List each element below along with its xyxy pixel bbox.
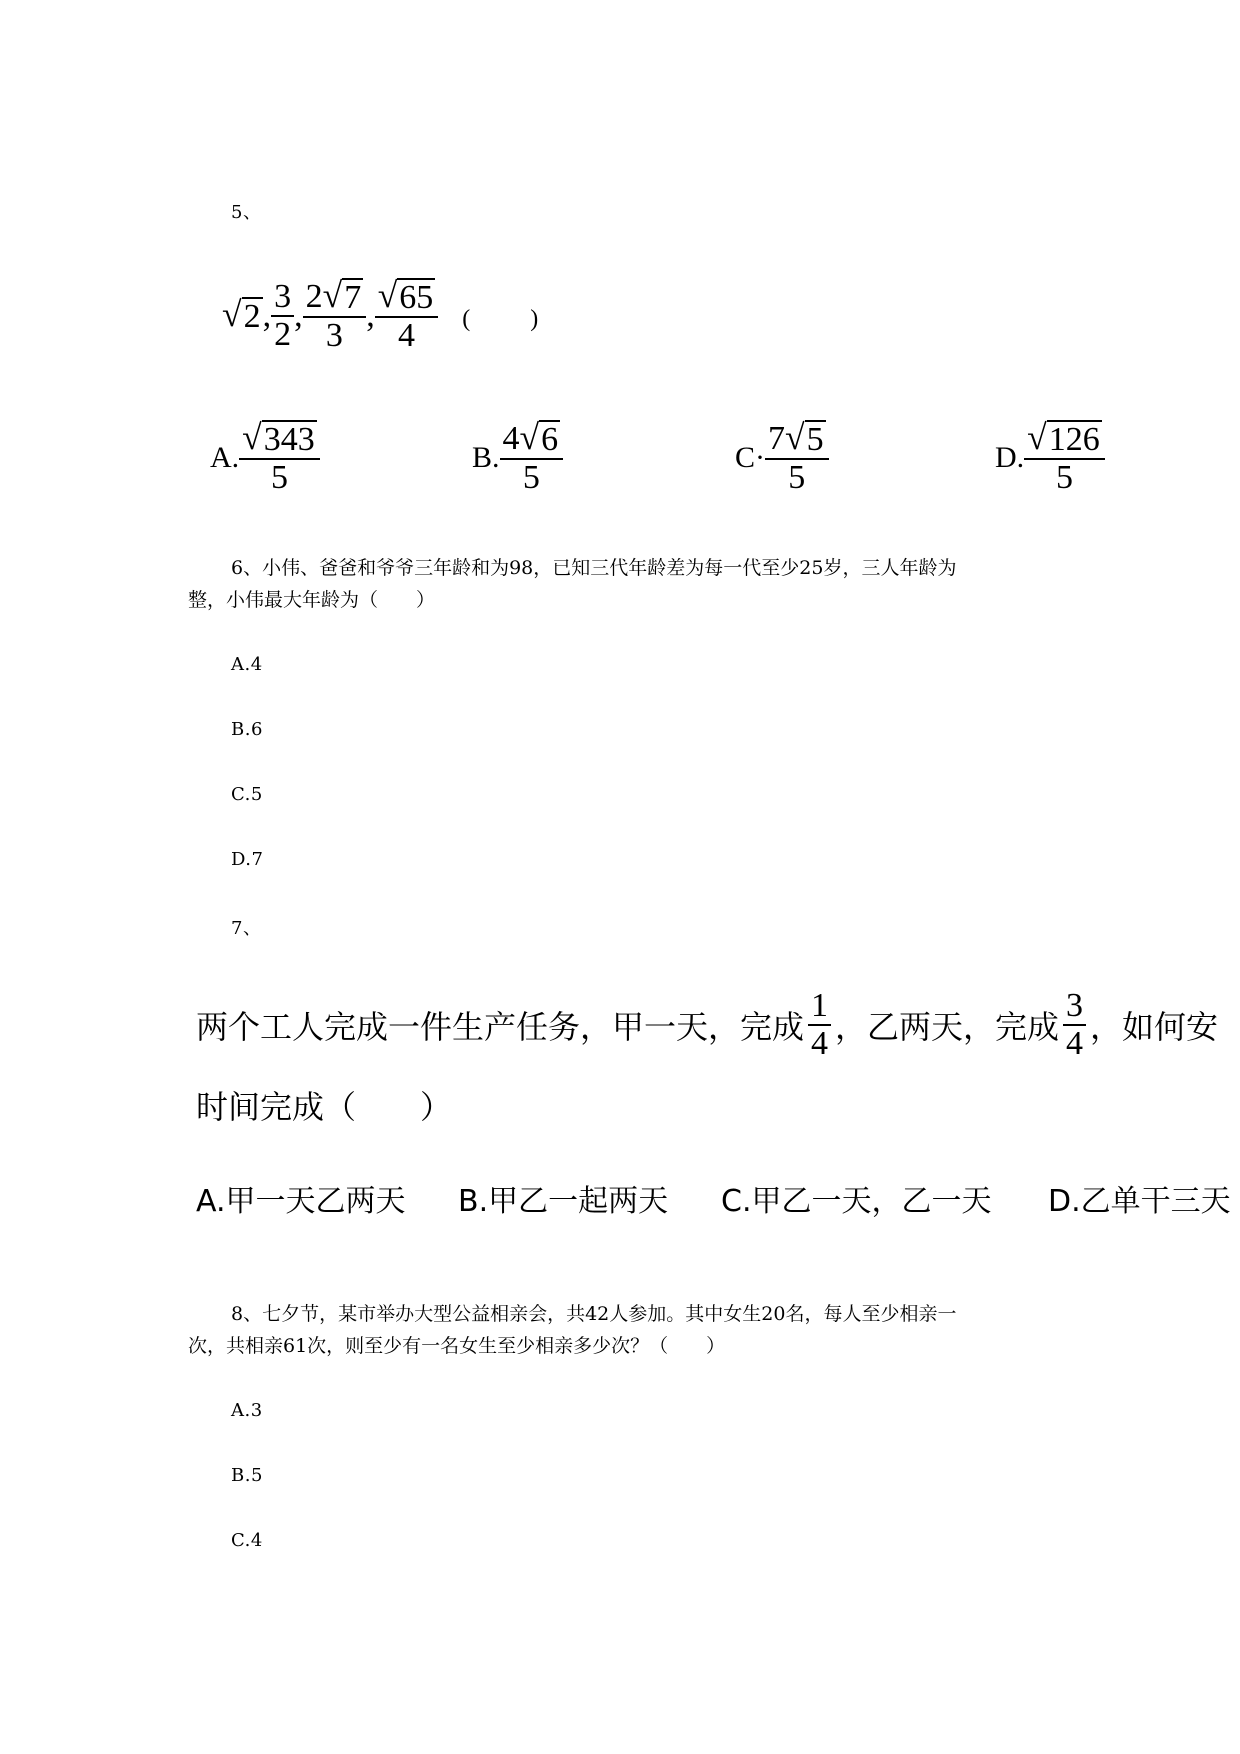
- q7-stem-line1: [196, 988, 1240, 1061]
- q8-option-b: B.5: [231, 1465, 263, 1486]
- q5-option-a: A. √ 343 5: [210, 420, 320, 495]
- q5-options: [210, 417, 1130, 520]
- q5-term2: $\frac{3}{2}$: [271, 279, 294, 352]
- comma: ,: [262, 296, 272, 334]
- q5-option-b: B. 4 √ 6 5: [472, 420, 563, 495]
- q7-options: [196, 1176, 1240, 1220]
- q6-option-a: A.4: [231, 654, 263, 675]
- comma: ,: [294, 296, 303, 334]
- q5-number: 5、: [231, 202, 262, 223]
- q7-option-a: A.甲一天乙两天: [196, 1184, 406, 1219]
- q7-option-b: B.甲乙一起两天: [458, 1184, 669, 1219]
- comma: ,: [366, 296, 375, 334]
- q5-term4: √ 65 4: [375, 278, 439, 353]
- q6-stem-line1: 6、小伟、爸爸和爷爷三年龄和为98，已知三代年龄差为每一代至少25岁，三人年龄为: [231, 557, 957, 579]
- q8-stem-line1: 8、七夕节，某市举办大型公益相亲会，共42人参加。其中女生20名，每人至少相亲一: [231, 1303, 957, 1325]
- q6-option-c: C.5: [231, 784, 263, 805]
- q7-text-part1: 两个工人完成一件生产任务，甲一天，完成: [196, 1007, 805, 1046]
- q8-stem-line2: 次，共相亲61次，则至少有一名女生至少相亲多少次？（ ）: [188, 1335, 726, 1357]
- q5-sequence: [222, 275, 543, 354]
- q8-option-c: C.4: [231, 1530, 263, 1551]
- q7-fraction-three-quarters: $\frac{3}{4}$: [1063, 988, 1086, 1061]
- q7-option-d: D.乙单干三天: [1048, 1184, 1231, 1219]
- q7-number: 7、: [231, 918, 262, 939]
- q6-option-d: D.7: [231, 849, 264, 870]
- q6-stem-line2: 整，小伟最大年龄为（ ）: [188, 589, 436, 611]
- q5-term3: 2 √ 7 3: [303, 278, 367, 353]
- q7-fraction-one-quarter: $\frac{1}{4}$: [808, 988, 831, 1061]
- q7-stem-line2: 时间完成（ ）: [196, 1088, 453, 1126]
- q8-option-a: A.3: [231, 1400, 263, 1421]
- q6-option-b: B.6: [231, 719, 263, 740]
- answer-parentheses: ( ): [462, 306, 543, 333]
- q7-option-c: C.甲乙一天，乙一天: [721, 1184, 992, 1219]
- q5-term1: √ 2: [222, 293, 261, 335]
- q5-option-d: D. √ 126 5: [995, 420, 1105, 495]
- q7-text-part2: ，乙两天，完成: [835, 1007, 1060, 1046]
- q5-option-c: C· 7 √ 5 5: [735, 420, 829, 495]
- q7-text-part3: ，如何安: [1090, 1007, 1219, 1046]
